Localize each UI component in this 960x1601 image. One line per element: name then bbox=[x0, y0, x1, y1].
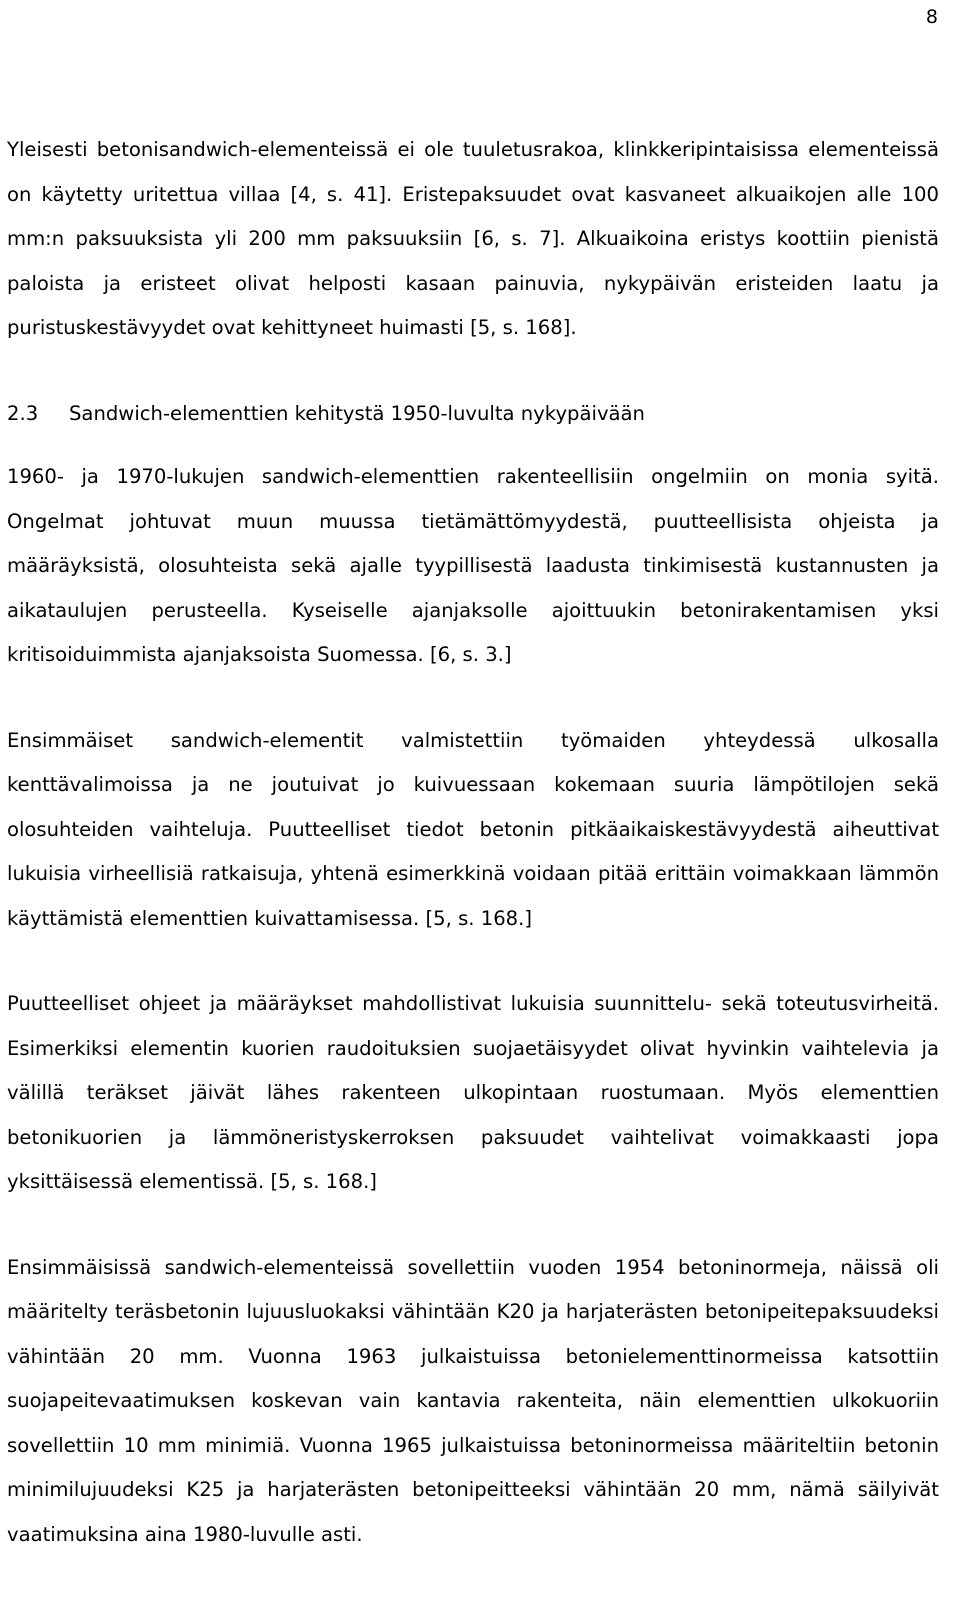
section-title: Sandwich-elementtien kehitystä 1950-luvulta nykypäivään bbox=[69, 401, 645, 425]
paragraph-structural-problems: 1960- ja 1970-lukujen sandwich-elementtien rakenteellisiin ongelmiin on monia syitä. Ongelmat johtuvat muun muussa tietämättömyydestä, puutteellisista ohjeista ja määräyksistä, olosuhteista sekä ajalle tyypillisestä laadusta tinkimisestä kustannusten ja aikataulujen perusteella. Kyseiselle ajanjaksolle ajoittuukin betonirakentamisen yksi kritisoiduimmista ajanjaksoista Suomessa. [6, s. 3.] bbox=[7, 465, 939, 666]
paragraph-design-errors: Puutteelliset ohjeet ja määräykset mahdollistivat lukuisia suunnittelu- sekä toteutusvirheitä. Esimerkiksi elementin kuorien raudoituksien suojaetäisyydet olivat hyvinkin vaihtelevia ja välillä teräkset jäivät lähes rakenteen ulkopintaan ruostumaan. Myös elementtien betonikuorien ja lämmöneristyskerroksen paksuudet vaihtelivat voimakkaasti jopa yksittäisessä elementissä. [5, s. 168.] bbox=[7, 992, 939, 1193]
paragraph-first-elements: Ensimmäiset sandwich-elementit valmistettiin työmaiden yhteydessä ulkosalla kenttävalimoissa ja ne joutuivat jo kuivuessaan kokemaan suuria lämpötilojen sekä olosuhteiden vaihteluja. Puutteelliset tiedot betonin pitkäaikaiskestävyydestä aiheuttivat lukuisia virheellisiä ratkaisuja, yhtenä esimerkkinä voidaan pitää erittäin voimakkaan lämmön käyttämistä elementtien kuivattamisessa. [5, s. 168.] bbox=[7, 728, 939, 930]
paragraph-insulation-history: Yleisesti betonisandwich-elementeissä ei ole tuuletusrakoa, klinkkeripintaisissa elementeissä on käytetty uritettua villaa [4, s. 41]. Eristepaksuudet ovat kasvaneet alkuaikojen alle 100 mm:n paksuuksista yli 200 mm paksuuksiin [6, s. 7]. Alkuaikoina eristys koottiin pienistä paloista ja eristeet olivat helposti kasaan painuvia, nykypäivän eristeiden laatu ja puristuskestävyydet ovat kehittyneet huimasti [5, s. 168]. bbox=[7, 138, 939, 339]
section-heading bbox=[7, 392, 939, 437]
paragraph-concrete-norms: Ensimmäisissä sandwich-elementeissä sovellettiin vuoden 1954 betoninormeja, näissä oli määritelty teräsbetonin lujuusluokaksi vähintään K20 ja harjaterästen betonipeitepaksuudeksi vähintään 20 mm. Vuonna 1963 julkaistuissa betonielementtinormeissa katsottiin suojapeitevaatimuksen koskevan vain kantavia rakenteita, näin elementtien ulkokuoriin sovellettiin 10 mm minimiä. Vuonna 1965 julkaistuissa betoninormeissa määriteltiin betonin minimilujuudeksi K25 ja harjaterästen betonipeitteeksi vähintään 20 mm, nämä säilyivät vaatimuksina aina 1980-luvulle asti. bbox=[7, 1255, 939, 1546]
section-number: 2.3 bbox=[7, 401, 39, 425]
document-body bbox=[7, 128, 939, 1557]
page-number: 8 bbox=[925, 6, 938, 28]
